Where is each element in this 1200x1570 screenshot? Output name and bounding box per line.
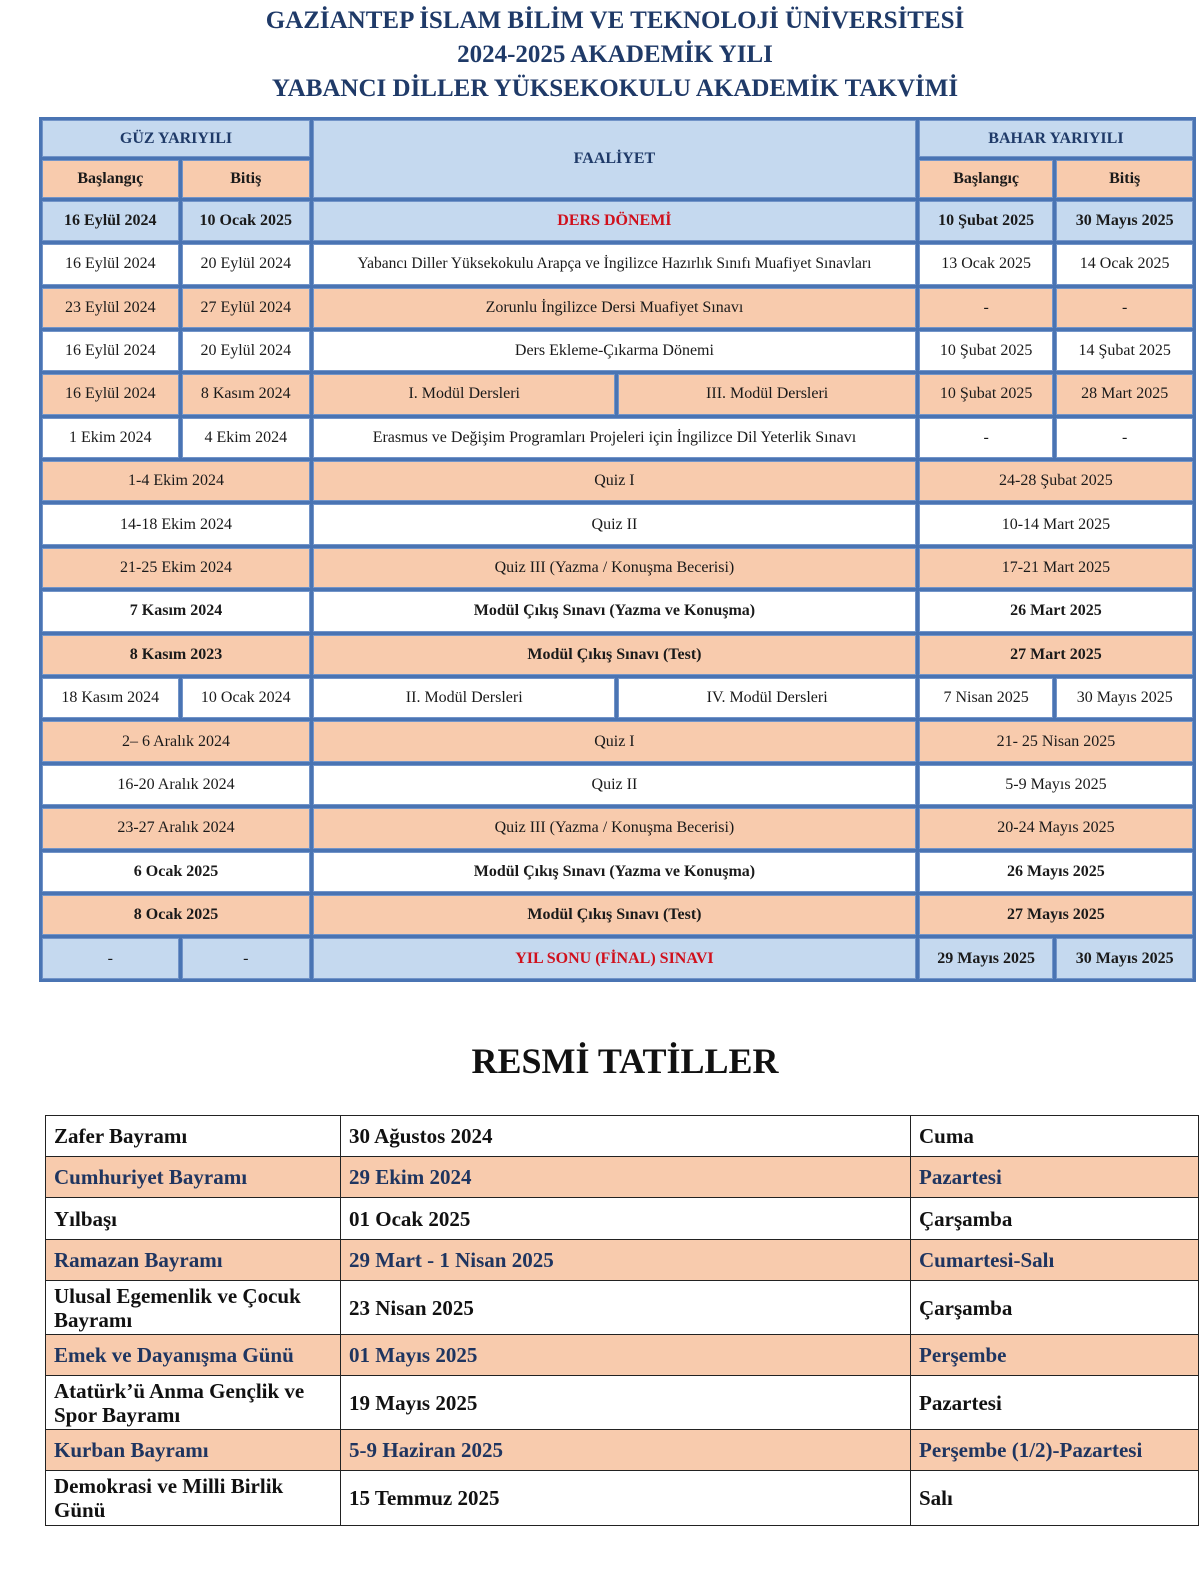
fall-date: 1-4 Ekim 2024 <box>42 461 310 501</box>
holiday-day: Perşembe <box>911 1335 1199 1376</box>
table-row <box>42 504 1193 544</box>
holiday-date: 23 Nisan 2025 <box>341 1281 911 1335</box>
table-row <box>46 1157 1199 1198</box>
table-row <box>46 1335 1199 1376</box>
activity: Zorunlu İngilizce Dersi Muafiyet Sınavı <box>313 288 916 328</box>
table-row <box>42 938 1193 979</box>
holiday-name: Atatürk’ü Anma Gençlik ve Spor Bayramı <box>46 1376 341 1430</box>
fall-start: - <box>42 938 179 979</box>
table-row <box>46 1116 1199 1157</box>
fall-end: 20 Eylül 2024 <box>182 244 310 284</box>
spring-start: 13 Ocak 2025 <box>919 244 1054 284</box>
table-row <box>42 678 1193 718</box>
fall-start: 1 Ekim 2024 <box>42 418 179 458</box>
table-row <box>46 1430 1199 1471</box>
spring-date: 10-14 Mart 2025 <box>919 504 1193 544</box>
table-row <box>42 591 1193 631</box>
activity: Quiz I <box>313 461 916 501</box>
holidays-title: RESMİ TATİLLER <box>471 1041 779 1081</box>
holiday-date: 29 Mart - 1 Nisan 2025 <box>341 1240 911 1281</box>
table-row <box>46 1198 1199 1240</box>
fall-date: 21-25 Ekim 2024 <box>42 548 310 588</box>
holiday-name: Demokrasi ve Milli Birlik Günü <box>46 1471 341 1526</box>
holiday-date: 30 Ağustos 2024 <box>341 1116 911 1157</box>
fall-date: 8 Kasım 2023 <box>42 635 310 675</box>
fall-end: 20 Eylül 2024 <box>182 331 310 371</box>
academic-year: 2024-2025 AKADEMİK YILI <box>457 41 773 68</box>
activity: Quiz II <box>313 765 916 805</box>
fall-date: 6 Ocak 2025 <box>42 852 310 892</box>
holiday-date: 15 Temmuz 2025 <box>341 1471 911 1526</box>
spring-end: 28 Mart 2025 <box>1056 374 1193 414</box>
fall-start: 16 Eylül 2024 <box>42 244 179 284</box>
spring-date: 26 Mart 2025 <box>919 591 1193 631</box>
activity: Quiz II <box>313 504 916 544</box>
table-row <box>46 1281 1199 1335</box>
spring-start: 7 Nisan 2025 <box>919 678 1054 718</box>
spring-date: 20-24 Mayıs 2025 <box>919 808 1193 848</box>
spring-start: 10 Şubat 2025 <box>919 374 1054 414</box>
spring-end: 30 Mayıs 2025 <box>1056 201 1193 241</box>
activity: Quiz I <box>313 721 916 761</box>
activity-fall: I. Modül Dersleri <box>313 374 615 414</box>
activity-spring: IV. Modül Dersleri <box>618 678 915 718</box>
spring-end: - <box>1056 418 1193 458</box>
table-row <box>42 808 1193 848</box>
activity-spring: III. Modül Dersleri <box>618 374 915 414</box>
spring-start: 10 Şubat 2025 <box>919 331 1054 371</box>
table-row <box>42 721 1193 761</box>
activity: Modül Çıkış Sınavı (Yazma ve Konuşma) <box>313 852 916 892</box>
document-title <box>0 4 1200 106</box>
fall-start: 18 Kasım 2024 <box>42 678 179 718</box>
table-row <box>42 244 1193 284</box>
spring-date: 26 Mayıs 2025 <box>919 852 1193 892</box>
activity: Quiz III (Yazma / Konuşma Becerisi) <box>313 548 916 588</box>
table-row <box>42 895 1193 935</box>
holiday-name: Ramazan Bayramı <box>46 1240 341 1281</box>
fall-start: 16 Eylül 2024 <box>42 331 179 371</box>
spring-end: 30 Mayıs 2025 <box>1056 938 1193 979</box>
holiday-name: Zafer Bayramı <box>46 1116 341 1157</box>
activity: Modül Çıkış Sınavı (Test) <box>313 635 916 675</box>
table-row <box>46 1376 1199 1430</box>
spring-date: 21- 25 Nisan 2025 <box>919 721 1193 761</box>
fall-end: 8 Kasım 2024 <box>182 374 310 414</box>
fall-date: 7 Kasım 2024 <box>42 591 310 631</box>
spring-end: 14 Şubat 2025 <box>1056 331 1193 371</box>
activity: YIL SONU (FİNAL) SINAVI <box>313 938 916 979</box>
fall-end: 27 Eylül 2024 <box>182 288 310 328</box>
activity-header: FAALİYET <box>313 120 916 198</box>
fall-date: 23-27 Aralık 2024 <box>42 808 310 848</box>
table-row <box>42 635 1193 675</box>
spring-end-header: Bitiş <box>1056 160 1193 197</box>
holiday-date: 19 Mayıs 2025 <box>341 1376 911 1430</box>
activity: Modül Çıkış Sınavı (Yazma ve Konuşma) <box>313 591 916 631</box>
holidays-table <box>45 1115 1199 1526</box>
table-row <box>42 461 1193 501</box>
holiday-day: Çarşamba <box>911 1198 1199 1240</box>
holiday-day: Cuma <box>911 1116 1199 1157</box>
spring-semester-header: BAHAR YARIYILI <box>919 120 1193 157</box>
fall-end-header: Bitiş <box>182 160 310 197</box>
table-row <box>46 1471 1199 1526</box>
activity: Yabancı Diller Yüksekokulu Arapça ve İngilizce Hazırlık Sınıfı Muafiyet Sınavları <box>313 244 916 284</box>
activity: Erasmus ve Değişim Programları Projeleri için İngilizce Dil Yeterlik Sınavı <box>313 418 916 458</box>
holiday-name: Yılbaşı <box>46 1198 341 1240</box>
fall-end: 4 Ekim 2024 <box>182 418 310 458</box>
holiday-day: Pazartesi <box>911 1157 1199 1198</box>
activity: Quiz III (Yazma / Konuşma Becerisi) <box>313 808 916 848</box>
spring-end: - <box>1056 288 1193 328</box>
spring-start: - <box>919 288 1054 328</box>
holiday-name: Emek ve Dayanışma Günü <box>46 1335 341 1376</box>
table-row <box>42 765 1193 805</box>
holiday-day: Cumartesi-Salı <box>911 1240 1199 1281</box>
spring-start: 29 Mayıs 2025 <box>919 938 1054 979</box>
academic-calendar-table <box>39 117 1196 982</box>
holiday-day: Pazartesi <box>911 1376 1199 1430</box>
fall-start: 16 Eylül 2024 <box>42 201 179 241</box>
table-row <box>46 1240 1199 1281</box>
fall-date: 2– 6 Aralık 2024 <box>42 721 310 761</box>
spring-date: 27 Mayıs 2025 <box>919 895 1193 935</box>
fall-end: - <box>182 938 310 979</box>
university-name: GAZİANTEP İSLAM BİLİM VE TEKNOLOJİ ÜNİVERSİTESİ <box>265 7 965 34</box>
spring-start-header: Başlangıç <box>919 160 1054 197</box>
table-row <box>42 548 1193 588</box>
activity-fall: II. Modül Dersleri <box>313 678 615 718</box>
holiday-date: 01 Mayıs 2025 <box>341 1335 911 1376</box>
fall-date: 16-20 Aralık 2024 <box>42 765 310 805</box>
fall-start: 16 Eylül 2024 <box>42 374 179 414</box>
spring-date: 5-9 Mayıs 2025 <box>919 765 1193 805</box>
spring-end: 30 Mayıs 2025 <box>1056 678 1193 718</box>
calendar-title: YABANCI DİLLER YÜKSEKOKULU AKADEMİK TAKVİMİ <box>271 75 959 102</box>
holiday-date: 01 Ocak 2025 <box>341 1198 911 1240</box>
spring-start: 10 Şubat 2025 <box>919 201 1054 241</box>
spring-date: 24-28 Şubat 2025 <box>919 461 1193 501</box>
holiday-date: 5-9 Haziran 2025 <box>341 1430 911 1471</box>
table-row <box>42 418 1193 458</box>
fall-date: 8 Ocak 2025 <box>42 895 310 935</box>
spring-date: 27 Mart 2025 <box>919 635 1193 675</box>
holiday-day: Salı <box>911 1471 1199 1526</box>
fall-date: 14-18 Ekim 2024 <box>42 504 310 544</box>
table-row <box>42 331 1193 371</box>
fall-start-header: Başlangıç <box>42 160 179 197</box>
spring-start: - <box>919 418 1054 458</box>
activity: Ders Ekleme-Çıkarma Dönemi <box>313 331 916 371</box>
table-row <box>42 288 1193 328</box>
holiday-day: Perşembe (1/2)-Pazartesi <box>911 1430 1199 1471</box>
table-row <box>42 201 1193 241</box>
holiday-name: Ulusal Egemenlik ve Çocuk Bayramı <box>46 1281 341 1335</box>
holiday-date: 29 Ekim 2024 <box>341 1157 911 1198</box>
table-row <box>42 852 1193 892</box>
holiday-name: Kurban Bayramı <box>46 1430 341 1471</box>
activity: DERS DÖNEMİ <box>313 201 916 241</box>
spring-date: 17-21 Mart 2025 <box>919 548 1193 588</box>
table-row <box>42 374 1193 414</box>
fall-end: 10 Ocak 2025 <box>182 201 310 241</box>
fall-semester-header: GÜZ YARIYILI <box>42 120 310 157</box>
holiday-day: Çarşamba <box>911 1281 1199 1335</box>
fall-end: 10 Ocak 2024 <box>182 678 310 718</box>
holiday-name: Cumhuriyet Bayramı <box>46 1157 341 1198</box>
spring-end: 14 Ocak 2025 <box>1056 244 1193 284</box>
fall-start: 23 Eylül 2024 <box>42 288 179 328</box>
activity: Modül Çıkış Sınavı (Test) <box>313 895 916 935</box>
